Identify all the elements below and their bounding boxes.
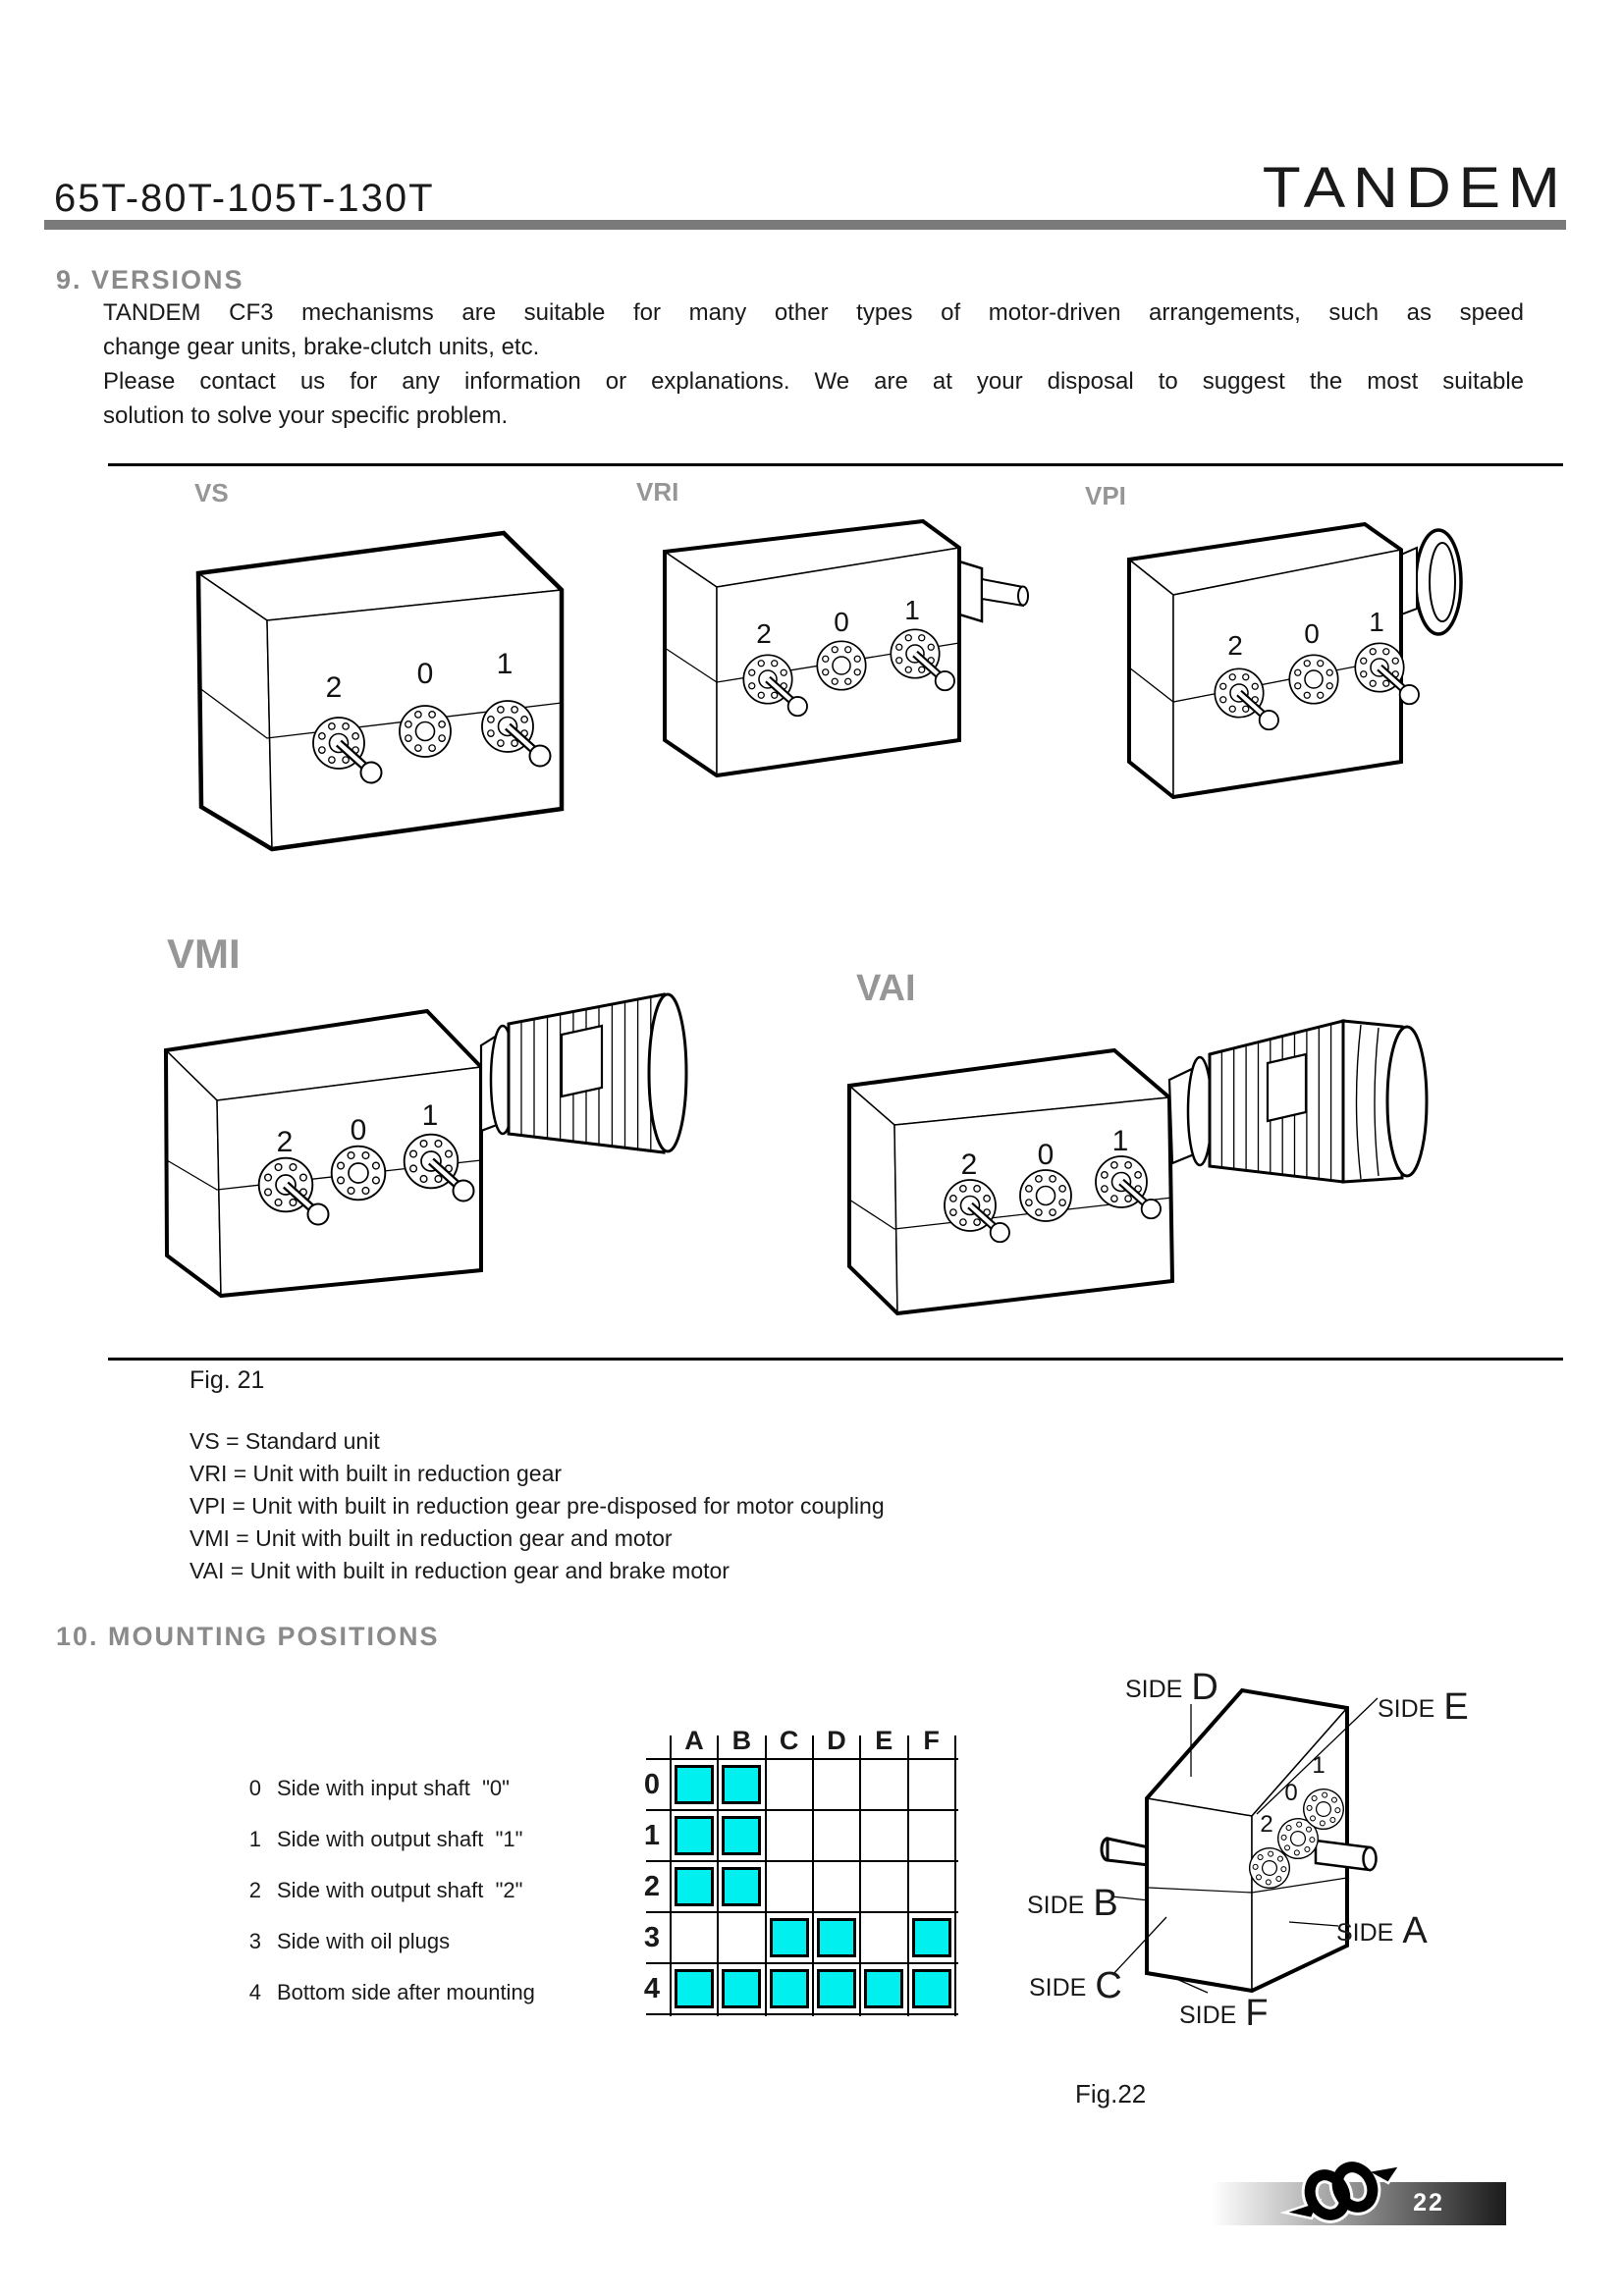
mounting-table-cell-highlight — [817, 1969, 856, 2008]
side-letter: C — [1095, 1965, 1122, 2006]
mounting-table-col-header: D — [827, 1726, 846, 1755]
legend-text: Side with oil plugs — [277, 1929, 451, 1953]
side-prefix: SIDE — [1336, 1919, 1394, 1947]
page-title-model: 65T-80T-105T-130T — [54, 177, 435, 220]
brand-logo-icon — [1276, 2158, 1404, 2228]
vpi-flange-2-label: 2 — [1227, 630, 1243, 661]
mounting-table-grid-line — [670, 1735, 672, 2016]
figure-label-vs: VS — [194, 478, 229, 507]
paragraph-line: Please contact us for any information or explanations. We are at your disposal to suggest the most suitable — [103, 368, 1524, 395]
vpi-gearbox-drawing — [1080, 491, 1512, 815]
side-f-label — [1179, 1991, 1269, 2033]
fig21-legend — [189, 1425, 885, 1587]
fig22-flange-1-label: 1 — [1312, 1752, 1325, 1779]
mounting-table-cell-highlight — [912, 1918, 951, 1957]
mounting-table-grid-line — [859, 1735, 861, 2016]
side-c-label — [1029, 1963, 1122, 2005]
side-letter: B — [1093, 1883, 1118, 1924]
vs-gearbox-drawing — [147, 510, 579, 893]
vmi-flange-1-label: 1 — [421, 1099, 439, 1132]
side-a-label — [1336, 1908, 1428, 1950]
side-letter: D — [1191, 1667, 1218, 1708]
mounting-table-grid-line — [646, 1962, 958, 1964]
paragraph-line: change gear units, brake-clutch units, etc. — [103, 334, 540, 360]
mounting-legend-item-1 — [243, 1827, 522, 1852]
paragraph-line: solution to solve your specific problem. — [103, 402, 509, 429]
figure-label-vmi: VMI — [167, 931, 241, 977]
mounting-table-row-label: 4 — [643, 1973, 661, 2004]
mounting-table-cell-highlight — [675, 1765, 714, 1804]
mounting-table-grid-line — [646, 1758, 958, 1760]
side-prefix: SIDE — [1179, 2002, 1237, 2029]
mounting-table-col-header: E — [875, 1726, 893, 1755]
mounting-table-grid-line — [717, 1735, 719, 2016]
side-letter: F — [1245, 1993, 1269, 2034]
mounting-legend-item-0 — [243, 1776, 510, 1801]
vai-flange-1-label: 1 — [1111, 1125, 1129, 1157]
legend-line-vmi: VMI = Unit with built in reduction gear and motor — [189, 1525, 673, 1551]
vai-gearbox-brakemotor-drawing — [835, 962, 1483, 1355]
legend-text: Bottom side after mounting — [277, 1980, 535, 2004]
legend-line-vpi: VPI = Unit with built in reduction gear pre-disposed for motor coupling — [189, 1493, 885, 1519]
legend-text: Side with output shaft "2" — [277, 1878, 523, 1902]
vri-flange-0-label: 0 — [834, 607, 849, 637]
vs-flange-0-label: 0 — [416, 658, 434, 690]
vri-flange-2-label: 2 — [756, 618, 772, 649]
section-title-versions: 9. VERSIONS — [56, 265, 244, 294]
figure-label-vai: VAI — [856, 968, 916, 1009]
page-number: 22 — [1413, 2189, 1444, 2216]
mounting-table-cell-highlight — [912, 1969, 951, 2008]
versions-paragraph — [103, 295, 1524, 433]
figure-top-rule — [108, 463, 1563, 466]
fig22-flange-0-label: 0 — [1284, 1780, 1298, 1806]
vri-flange-1-label: 1 — [904, 595, 920, 625]
fig22-caption: Fig.22 — [1075, 2079, 1147, 2109]
figure-label-vpi: VPI — [1085, 481, 1126, 510]
mounting-table-row-label: 2 — [643, 1871, 661, 1902]
mounting-table-cell-highlight — [722, 1969, 761, 2008]
side-prefix: SIDE — [1378, 1695, 1435, 1723]
side-letter: E — [1443, 1686, 1469, 1728]
mounting-positions-table — [633, 1723, 959, 2017]
mounting-table-cell-highlight — [817, 1918, 856, 1957]
mounting-table-grid-line — [646, 1809, 958, 1811]
mounting-table-grid-line — [646, 1911, 958, 1913]
mounting-legend-item-4 — [243, 1980, 535, 2005]
mounting-table-grid-line — [765, 1735, 767, 2016]
mounting-table-grid-line — [646, 1860, 958, 1862]
figure-bottom-rule — [108, 1358, 1563, 1361]
side-letter: A — [1402, 1910, 1428, 1951]
mounting-table-cell-highlight — [722, 1765, 761, 1804]
mounting-legend-item-2 — [243, 1878, 522, 1903]
mounting-table-cell-highlight — [722, 1816, 761, 1855]
mounting-table-cell-highlight — [864, 1969, 903, 2008]
mounting-table-grid-line — [954, 1735, 956, 2016]
mounting-table-col-header: B — [731, 1726, 752, 1755]
mounting-table-row-label: 1 — [643, 1820, 661, 1851]
legend-num: 0 — [248, 1776, 261, 1800]
side-b-label — [1027, 1881, 1118, 1923]
mounting-table-col-header: F — [923, 1726, 940, 1755]
figure-label-vri: VRI — [636, 477, 679, 507]
legend-num: 4 — [248, 1980, 261, 2004]
paragraph-line: TANDEM CF3 mechanisms are suitable for many other types of motor-driven arrangements, such as speed — [103, 299, 1524, 326]
vri-gearbox-drawing — [628, 491, 1051, 815]
brand-logo-text: TANDEM — [1263, 156, 1568, 220]
legend-line-vri: VRI = Unit with built in reduction gear — [189, 1461, 563, 1486]
mounting-table-cell-highlight — [675, 1867, 714, 1906]
mounting-table-col-header: A — [684, 1726, 704, 1755]
side-prefix: SIDE — [1029, 1974, 1087, 2002]
vmi-flange-2-label: 2 — [276, 1126, 294, 1158]
side-d-label — [1125, 1665, 1218, 1707]
vmi-flange-0-label: 0 — [350, 1114, 367, 1147]
fig22-orientation-drawing — [1021, 1639, 1610, 2110]
legend-text: Side with input shaft "0" — [277, 1776, 510, 1800]
vai-flange-0-label: 0 — [1037, 1139, 1055, 1171]
mounting-table-row-label: 0 — [643, 1769, 661, 1800]
header-divider-bar — [44, 220, 1566, 230]
side-prefix: SIDE — [1027, 1892, 1085, 1919]
fig22-flange-2-label: 2 — [1260, 1811, 1273, 1838]
vpi-flange-0-label: 0 — [1304, 618, 1320, 649]
mounting-table-col-header: C — [779, 1726, 799, 1755]
mounting-table-row-label: 3 — [643, 1922, 661, 1953]
fig21-caption: Fig. 21 — [189, 1366, 265, 1394]
legend-num: 2 — [248, 1878, 261, 1902]
mounting-table-cell-highlight — [770, 1969, 809, 2008]
vs-flange-1-label: 1 — [496, 648, 514, 680]
side-prefix: SIDE — [1125, 1676, 1183, 1703]
mounting-table-grid-line — [646, 2013, 958, 2015]
legend-num: 1 — [248, 1827, 261, 1851]
mounting-legend-item-3 — [243, 1929, 450, 1954]
vs-flange-2-label: 2 — [325, 671, 343, 704]
mounting-table-cell-highlight — [770, 1918, 809, 1957]
mounting-table-cell-highlight — [675, 1816, 714, 1855]
legend-line-vai: VAI = Unit with built in reduction gear and brake motor — [189, 1558, 730, 1583]
vmi-gearbox-motor-drawing — [137, 933, 727, 1325]
side-e-label — [1378, 1684, 1469, 1727]
mounting-table-grid-line — [812, 1735, 814, 2016]
mounting-table-grid-line — [907, 1735, 909, 2016]
section-title-mounting-positions: 10. MOUNTING POSITIONS — [56, 1622, 440, 1651]
legend-text: Side with output shaft "1" — [277, 1827, 523, 1851]
legend-line-vs: VS = Standard unit — [189, 1428, 380, 1454]
mounting-table-cell-highlight — [675, 1969, 714, 2008]
legend-num: 3 — [248, 1929, 261, 1953]
vai-flange-2-label: 2 — [960, 1148, 978, 1181]
vpi-flange-1-label: 1 — [1369, 607, 1384, 637]
mounting-table-cell-highlight — [722, 1867, 761, 1906]
